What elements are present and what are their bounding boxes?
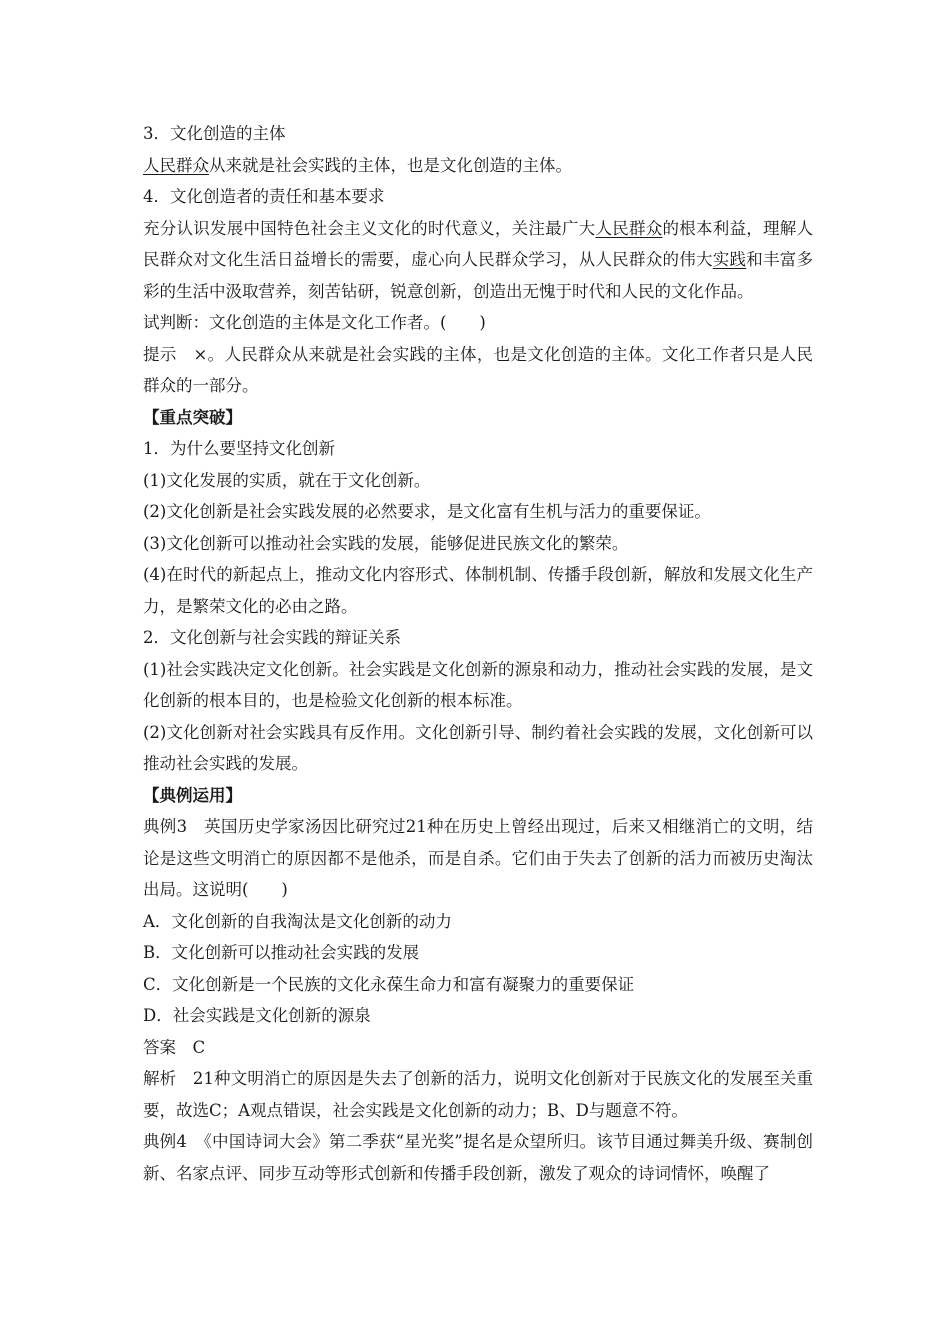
judge-hint: 提示 ×。人民群众从来就是社会实践的主体，也是文化创造的主体。文化工作者只是人民群众的一部分。 [143, 344, 813, 395]
underlined-term: 实践 [712, 250, 747, 269]
body-text: 和丰富多彩的生活中汲取营养，刻苦钻研，锐意创新，创造出无愧于时代和人民的文化作品。 [143, 250, 814, 301]
option-a: A．文化创新的自我淘汰是文化创新的动力 [143, 911, 452, 931]
body-text: 的根本利益，理解人民群众对文化生活日益增长的需要，虚心向人民群众学习，从人民群众的伟大 [143, 218, 814, 269]
option-c: C．文化创新是一个民族的文化永葆生命力和富有凝聚力的重要保证 [143, 974, 635, 994]
key-item: (2)文化创新是社会实践发展的必然要求，是文化富有生机与活力的重要保证。 [143, 502, 711, 521]
underlined-term: 人民群众 [595, 218, 663, 238]
example-3-question: 典例3 英国历史学家汤因比研究过21种在历史上曾经出现过，后来又相继消亡的文明，结论是这些文明消亡的原因都不是他杀，而是自杀。它们由于失去了创新的活力而被历史淘汰出局。这说明( ) [143, 817, 813, 899]
answer: 答案 C [143, 1037, 206, 1057]
key-item: (1)社会实践决定文化创新。社会实践是文化创新的源泉和动力，推动社会实践的发展，是文化创新的根本目的，也是检验文化创新的根本标准。 [143, 659, 813, 710]
key-heading-2: 2．文化创新与社会实践的辩证关系 [143, 628, 401, 647]
option-d: D．社会实践是文化创新的源泉 [143, 1006, 371, 1025]
document-content [143, 118, 813, 1189]
judge-question: 试判断：文化创造的主体是文化工作者。( ) [143, 313, 486, 332]
section-heading-creator: 3．文化创造的主体 [143, 124, 286, 143]
key-item: (1)文化发展的实质，就在于文化创新。 [143, 470, 431, 490]
key-points-title: 【重点突破】 [143, 407, 242, 427]
example-title: 【典例运用】 [143, 785, 242, 805]
section-body-responsibility [143, 213, 813, 308]
body-text: 从来就是社会实践的主体，也是文化创造的主体。 [209, 155, 572, 175]
underlined-term: 人民群众 [143, 155, 209, 175]
example-4-question: 典例4 《中国诗词大会》第二季获“星光奖”提名是众望所归。该节目通过舞美升级、赛制创新、名家点评、同步互动等形式创新和传播手段创新，激发了观众的诗词情怀，唤醒了 [143, 1132, 813, 1183]
section-heading-responsibility: 4．文化创造者的责任和基本要求 [143, 187, 385, 206]
option-b: B．文化创新可以推动社会实践的发展 [143, 943, 420, 962]
key-heading-1: 1．为什么要坚持文化创新 [143, 439, 335, 458]
section-body-creator [143, 150, 813, 182]
key-item: (2)文化创新对社会实践具有反作用。文化创新引导、制约着社会实践的发展，文化创新可以推动社会实践的发展。 [143, 722, 813, 773]
key-item: (3)文化创新可以推动社会实践的发展，能够促进民族文化的繁荣。 [143, 533, 629, 553]
analysis: 解析 21种文明消亡的原因是失去了创新的活力，说明文化创新对于民族文化的发展至关重要，故选C；A观点错误，社会实践是文化创新的动力；B、D与题意不符。 [143, 1069, 813, 1120]
key-item: (4)在时代的新起点上，推动文化内容形式、体制机制、传播手段创新，解放和发展文化生产力，是繁荣文化的必由之路。 [143, 565, 813, 616]
body-text: 充分认识发展中国特色社会主义文化的时代意义，关注最广大 [143, 218, 596, 238]
